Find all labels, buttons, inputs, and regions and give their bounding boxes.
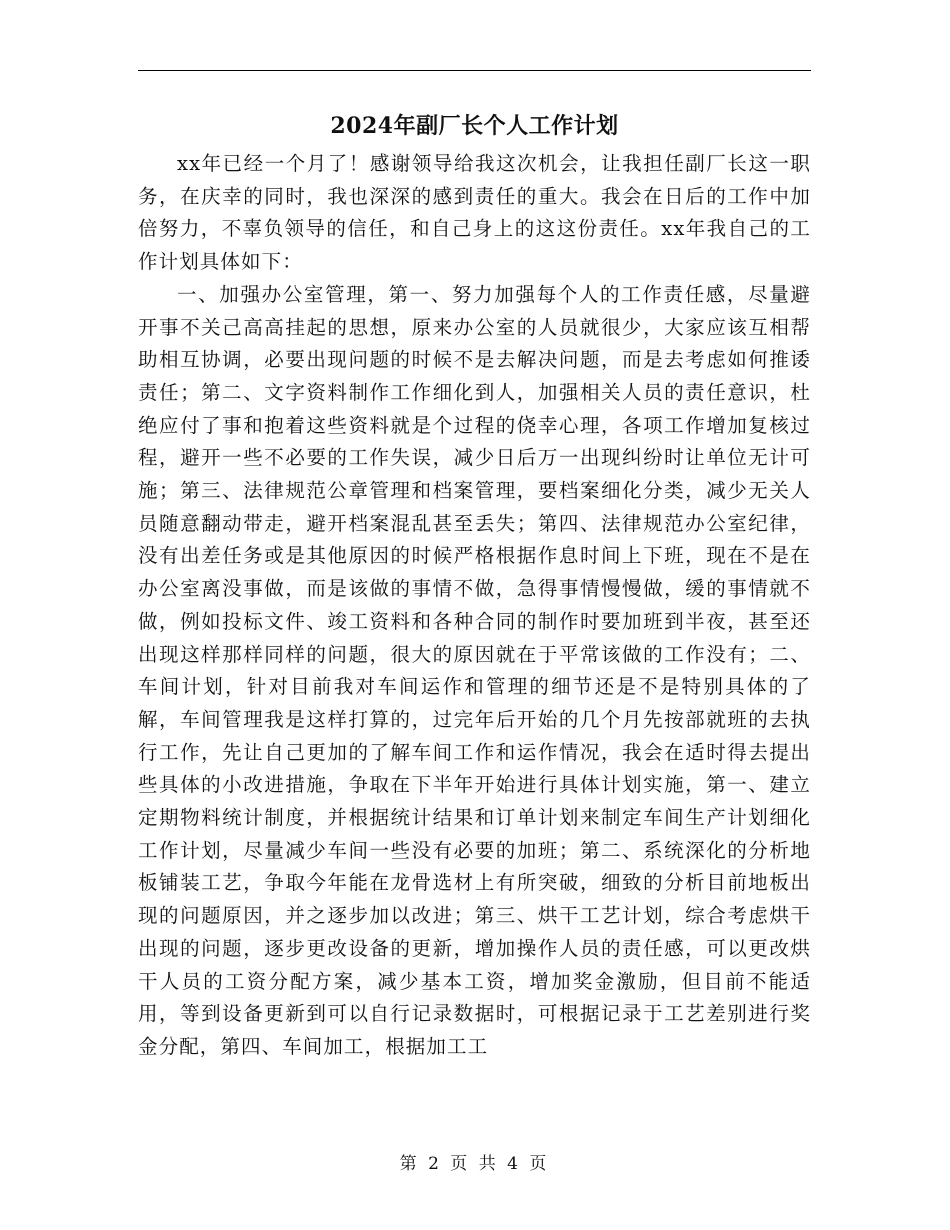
page-number: 第 2 页 共 4 页 <box>399 1154 550 1174</box>
header-rule <box>138 70 811 71</box>
paragraph-intro: xx年已经一个月了！感谢领导给我这次机会，让我担任副厂长这一职务，在庆幸的同时，我也深深的感到责任的重大。我会在日后的工作中加倍努力，不辜负领导的信任，和自己身上的这这份责任。xx年我自己的工作计划具体如下： <box>138 152 811 274</box>
document-body <box>138 148 811 1064</box>
document-title: 2024年副厂长个人工作计划 <box>330 113 619 139</box>
paragraph-plan-details: 一、加强办公室管理，第一、努力加强每个人的工作责任感，尽量避开事不关己高高挂起的思想，原来办公室的人员就很少，大家应该互相帮助相互协调，必要出现问题的时候不是去解决问题，而是去考虑如何推诿责任；第二、文字资料制作工作细化到人，加强相关人员的责任意识，杜绝应付了事和抱着这些资料就是个过程的侥幸心理，各项工作增加复核过程，避开一些不必要的工作失误，减少日后万一出现纠纷时让单位无计可施；第三、法律规范公章管理和档案管理，要档案细化分类，减少无关人员随意翻动带走，避开档案混乱甚至丢失；第四、法律规范办公室纪律，没有出差任务或是其他原因的时候严格根据作息时间上下班，现在不是在办公室离没事做，而是该做的事情不做，急得事情慢慢做，缓的事情就不做，例如投标文件、竣工资料和各种合同的制作时要加班到半夜，甚至还出现这样那样同样的问题，很大的原因就在于平常该做的工作没有；二、车间计划，针对目前我对车间运作和管理的细节还是不是特别具体的了解，车间管理我是这样打算的，过完年后开始的几个月先按部就班的去执行工作，先让自己更加的了解车间工作和运作情况，我会在适时得去提出些具体的小改进措施，争取在下半年开始进行具体计划实施，第一、建立定期物料统计制度，并根据统计结果和订单计划来制定车间生产计划细化工作计划，尽量减少车间一些没有必要的加班；第二、系统深化的分析地板铺装工艺，争取今年能在龙骨选材上有所突破，细致的分析目前地板出现的问题原因，并之逐步加以改进；第三、烘干工艺计划，综合考虑烘干出现的问题，逐步更改设备的更新，增加操作人员的责任感，可以更改烘干人员的工资分配方案，减少基本工资，增加奖金激励，但目前不能适用，等到设备更新到可以自行记录数据时，可根据记录于工艺差别进行奖金分配，第四、车间加工，根据加工工 <box>138 282 811 1058</box>
